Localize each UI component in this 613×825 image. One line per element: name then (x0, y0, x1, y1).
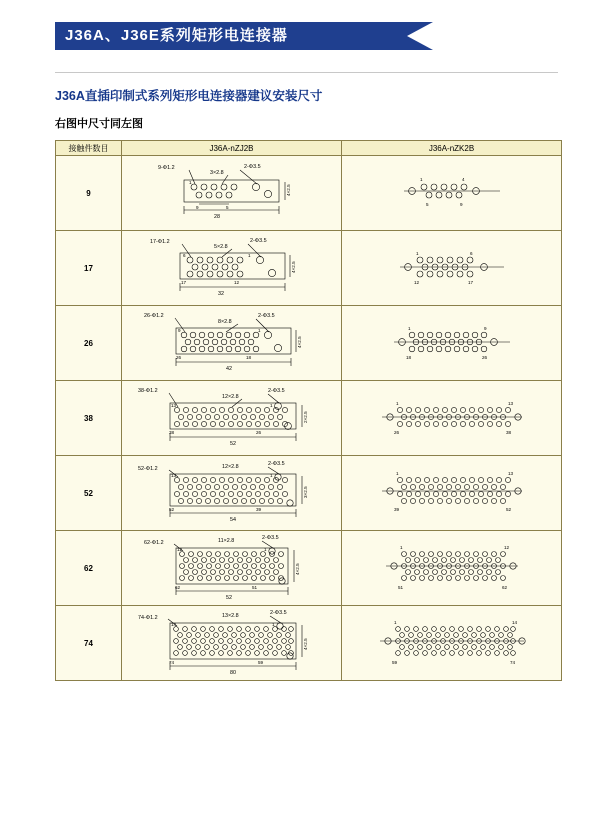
label-r26-n2: 9 (484, 326, 487, 331)
label-mount-74: 2-Φ3.5 (270, 610, 287, 616)
row-count-52: 52 (56, 456, 122, 531)
table-row (56, 606, 562, 681)
label-pitch-62: 11×2.8 (218, 538, 235, 544)
label-width-52: 54 (230, 517, 236, 523)
label-mount-62: 2-Φ3.5 (262, 535, 279, 541)
label-r52-n1: 1 (396, 471, 399, 476)
label-r62-n3: 51 (398, 585, 404, 590)
drawing-svg-right-38 (342, 381, 561, 455)
label-n-bottommid-62: 51 (252, 585, 258, 590)
label-r52-n2: 13 (508, 471, 514, 476)
drawing-svg-left-26 (122, 306, 341, 380)
label-pitch-52: 12×2.8 (222, 464, 239, 470)
label-vdim-74: 4×2.5 (303, 638, 308, 650)
label-r9-n4: 9 (460, 202, 463, 207)
drawing-right-62 (342, 531, 562, 606)
label-n-bottomleft-17: 17 (181, 280, 187, 285)
label-pitch-74: 13×2.8 (222, 613, 239, 619)
row-count-38: 38 (56, 381, 122, 456)
drawing-svg-right-74 (342, 606, 561, 680)
label-holes-26: 26-Φ1.2 (144, 313, 164, 319)
drawing-svg-right-26 (342, 306, 561, 380)
label-n-bottommid-17: 12 (234, 280, 240, 285)
banner-arrow (407, 22, 433, 50)
label-r17-n4: 17 (468, 280, 474, 285)
drawing-left-9 (122, 156, 342, 231)
label-n-bottomleft-74: 74 (169, 660, 175, 665)
label-r74-n3: 59 (392, 660, 398, 665)
label-n-bottomleft-9: 9 (196, 205, 199, 210)
drawing-svg-right-17 (342, 231, 561, 305)
header-divider (55, 72, 558, 73)
label-n-topright-52: 1 (270, 473, 273, 478)
table-header-row (56, 141, 562, 156)
label-r17-n3: 12 (414, 280, 420, 285)
label-vdim-17: 4×2.5 (291, 261, 296, 273)
label-r62-n1: 1 (400, 545, 403, 550)
label-r9-n1: 1 (420, 177, 423, 182)
label-n-bottommid-52: 39 (256, 507, 262, 512)
label-n-topleft-62: 12 (177, 547, 183, 552)
label-n-topleft-9: 1 (189, 180, 192, 185)
label-r62-n2: 12 (504, 545, 510, 550)
label-pitch-17: 5×2.8 (214, 244, 228, 250)
drawing-right-9 (342, 156, 562, 231)
label-vdim-38: 2×2.5 (303, 411, 308, 423)
drawing-svg-right-9 (342, 156, 561, 230)
label-n-topright-17: 1 (248, 253, 251, 258)
row-count-62: 62 (56, 531, 122, 606)
drawing-svg-left-62 (122, 531, 341, 605)
label-width-74: 80 (230, 670, 236, 676)
label-n-bottommid-74: 59 (258, 660, 264, 665)
label-r74-n4: 74 (510, 660, 516, 665)
label-r9-n2: 4 (462, 177, 465, 182)
label-holes-74: 74-Φ1.2 (138, 615, 158, 621)
drawing-left-74 (122, 606, 342, 681)
label-width-38: 52 (230, 441, 236, 447)
section-subtitle: J36A直插印制式系列矩形电连接器建议安装尺寸 (55, 89, 323, 103)
label-mount-17: 2-Φ3.5 (250, 238, 267, 244)
label-mount-26: 2-Φ3.5 (258, 313, 275, 319)
drawing-svg-left-38 (122, 381, 341, 455)
label-vdim-62: 4×2.5 (295, 563, 300, 575)
label-holes-9: 9-Φ1.2 (158, 165, 175, 171)
label-vdim-26: 4×2.5 (297, 336, 302, 348)
label-vdim-52: 3×2.5 (303, 486, 308, 498)
table-body (56, 156, 562, 681)
label-n-topleft-26: 9 (178, 328, 181, 333)
label-n-topleft-74: 14 (171, 622, 177, 627)
label-n-topright-62: 1 (264, 547, 267, 552)
label-r52-n4: 52 (506, 507, 512, 512)
label-vdim-9: 4×2.5 (286, 184, 291, 196)
drawing-svg-left-9 (122, 156, 341, 230)
label-n-bottommid-9: 5 (226, 205, 229, 210)
label-mount-9: 2-Φ3.5 (244, 164, 261, 170)
label-r17-n2: 6 (470, 251, 473, 256)
section-note: 右图中尺寸同左图 (55, 118, 143, 130)
table-row (56, 456, 562, 531)
label-r38-n3: 26 (394, 430, 400, 435)
table-row (56, 381, 562, 456)
label-holes-17: 17-Φ1.2 (150, 239, 170, 245)
drawing-svg-left-52 (122, 456, 341, 530)
label-r17-n1: 1 (416, 251, 419, 256)
label-r26-n3: 18 (406, 355, 412, 360)
label-r38-n2: 13 (508, 401, 514, 406)
drawing-right-74 (342, 606, 562, 681)
drawing-left-62 (122, 531, 342, 606)
label-width-17: 32 (218, 291, 224, 297)
label-r38-n1: 1 (396, 401, 399, 406)
table-row (56, 156, 562, 231)
drawing-svg-right-52 (342, 456, 561, 530)
label-width-62: 52 (226, 595, 232, 601)
drawing-right-52 (342, 456, 562, 531)
label-n-bottomleft-52: 52 (169, 507, 175, 512)
drawing-left-52 (122, 456, 342, 531)
label-holes-62: 62-Φ1.2 (144, 540, 164, 546)
drawing-right-17 (342, 231, 562, 306)
label-r62-n4: 62 (502, 585, 508, 590)
drawing-left-17 (122, 231, 342, 306)
row-count-26: 26 (56, 306, 122, 381)
label-width-26: 42 (226, 366, 232, 372)
label-pitch-38: 12×2.8 (222, 394, 239, 400)
label-n-topleft-38: 13 (171, 403, 177, 408)
col-header-zj2b: J36A-nZJ2B (122, 141, 342, 156)
label-n-topright-74: 1 (272, 622, 275, 627)
col-header-count: 接触件数目 (56, 141, 122, 156)
label-holes-52: 52-Φ1.2 (138, 466, 158, 472)
row-count-74: 74 (56, 606, 122, 681)
label-n-topleft-52: 13 (171, 473, 177, 478)
label-r74-n2: 14 (512, 620, 518, 625)
label-n-bottomleft-26: 26 (176, 355, 182, 360)
page-banner (55, 22, 455, 50)
label-r9-n3: 5 (426, 202, 429, 207)
page-title: J36A、J36E系列矩形电连接器 (65, 27, 288, 44)
label-pitch-26: 8×2.8 (218, 319, 232, 325)
label-n-bottommid-26: 18 (246, 355, 252, 360)
label-mount-38: 2-Φ3.5 (268, 388, 285, 394)
label-n-topright-26: 1 (258, 328, 261, 333)
label-n-topleft-17: 6 (183, 253, 186, 258)
label-n-topright-38: 1 (270, 403, 273, 408)
drawing-right-26 (342, 306, 562, 381)
label-n-bottomleft-62: 62 (175, 585, 181, 590)
dimension-table (55, 140, 562, 681)
drawing-right-38 (342, 381, 562, 456)
table-row (56, 231, 562, 306)
label-n-bottomleft-38: 38 (169, 430, 175, 435)
label-holes-38: 38-Φ1.2 (138, 388, 158, 394)
label-r52-n3: 39 (394, 507, 400, 512)
label-n-bottommid-38: 26 (256, 430, 262, 435)
row-count-17: 17 (56, 231, 122, 306)
table-row (56, 306, 562, 381)
drawing-svg-right-62 (342, 531, 561, 605)
label-r38-n4: 38 (506, 430, 512, 435)
drawing-left-26 (122, 306, 342, 381)
label-r26-n4: 26 (482, 355, 488, 360)
row-count-9: 9 (56, 156, 122, 231)
label-r74-n1: 1 (394, 620, 397, 625)
label-width-9: 28 (214, 214, 220, 220)
drawing-svg-left-74 (122, 606, 341, 680)
table-row (56, 531, 562, 606)
col-header-zk2b: J36A-nZK2B (342, 141, 562, 156)
label-mount-52: 2-Φ3.5 (268, 461, 285, 467)
drawing-left-38 (122, 381, 342, 456)
label-r26-n1: 1 (408, 326, 411, 331)
drawing-svg-left-17 (122, 231, 341, 305)
label-pitch-9: 3×2.8 (210, 170, 224, 176)
